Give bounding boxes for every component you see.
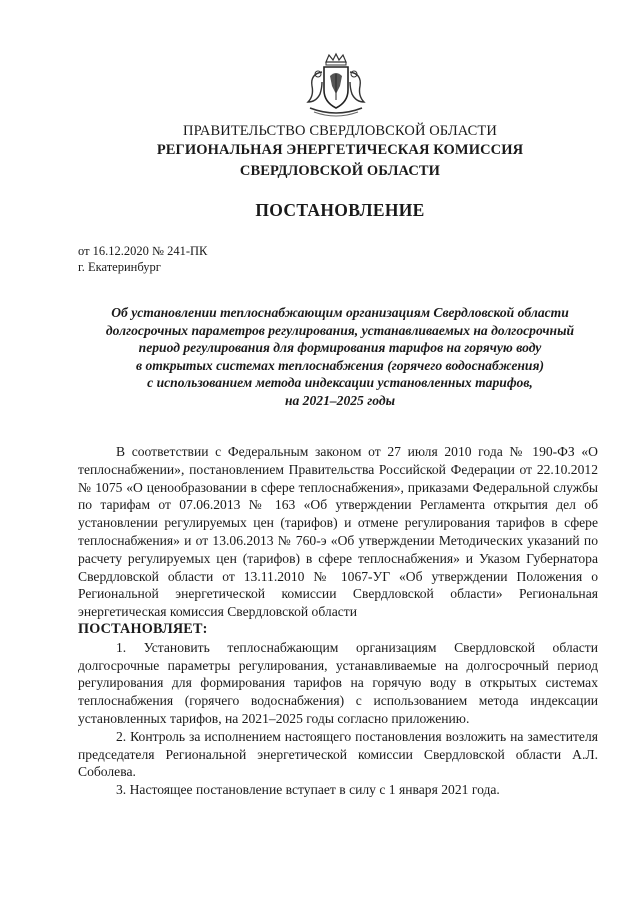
government-name: ПРАВИТЕЛЬСТВО СВЕРДЛОВСКОЙ ОБЛАСТИ (183, 123, 497, 139)
subject-line: период регулирования для формирования тарифов на горячую воду (138, 340, 542, 356)
subject-line: в открытых системах теплоснабжения (горячего водоснабжения) (135, 357, 545, 373)
subject-line: Об установлении теплоснабжающим организациям Свердловской области (111, 305, 569, 320)
document-subject (70, 304, 610, 410)
commission-name: РЕГИОНАЛЬНАЯ ЭНЕРГЕТИЧЕСКАЯ КОМИССИЯ (156, 142, 524, 158)
decree-heading: ПОСТАНОВЛЯЕТ: (78, 620, 208, 637)
subject-line: на 2021–2025 годы (284, 392, 396, 408)
document-type-title: ПОСТАНОВЛЕНИЕ (255, 200, 425, 220)
document-city: г. Екатеринбург (78, 260, 161, 274)
preamble-paragraph: В соответствии с Федеральным законом от 27 июля 2010 года № 190-ФЗ «О теплоснабжении», постановлением Правительства Российской Федерации от 22.10.2012 № 1075 «О ценообразовании в сфере теплоснабжения», приказами Федеральной службы по тарифам от 07.06.2013 № 163 «Об утверждении Регламента открытия дел об установлении регулируемых цен (тарифов) и отмене регулирования тарифов в сфере теплоснабжения» и от 13.06.2013 № 760-э «Об утверждении Методических указаний по расчету регулируемых цен (тарифов) в сфере теплоснабжения» и Указом Губернатора Свердловской области от 13.11.2010 № 1067-УГ «Об утверждении Положения о Региональной энергетической комиссии Свердловской области» Региональная энергетическая комиссия Свердловской области (78, 444, 598, 620)
decree-item-3: 3. Настоящее постановление вступает в силу с 1 января 2021 года. (116, 782, 500, 798)
decree-item-2: 2. Контроль за исполнением настоящего постановления возложить на заместителя председателя Региональной энергетической комиссии Свердловской области А.Л. Соболева. (78, 728, 598, 780)
subject-line: с использованием метода индексации установленных тарифов, (147, 375, 533, 391)
commission-region: СВЕРДЛОВСКОЙ ОБЛАСТИ (239, 163, 441, 179)
subject-line: долгосрочных параметров регулирования, устанавливаемых на долгосрочный (105, 322, 575, 338)
document-body (78, 443, 598, 799)
document-date-number: от 16.12.2020 № 241-ПК (78, 244, 208, 258)
decree-item-1: 1. Установить теплоснабжающим организациям Свердловской области долгосрочные параметры регулирования, устанавливаемые на долгосрочный период регулирования для формирования тарифов на горячую воду в открытых системах теплоснабжения (горячего водоснабжения) с использованием метода индексации установленных тарифов, на 2021–2025 годы согласно приложению. (78, 639, 598, 726)
coat-of-arms-icon (300, 52, 372, 118)
